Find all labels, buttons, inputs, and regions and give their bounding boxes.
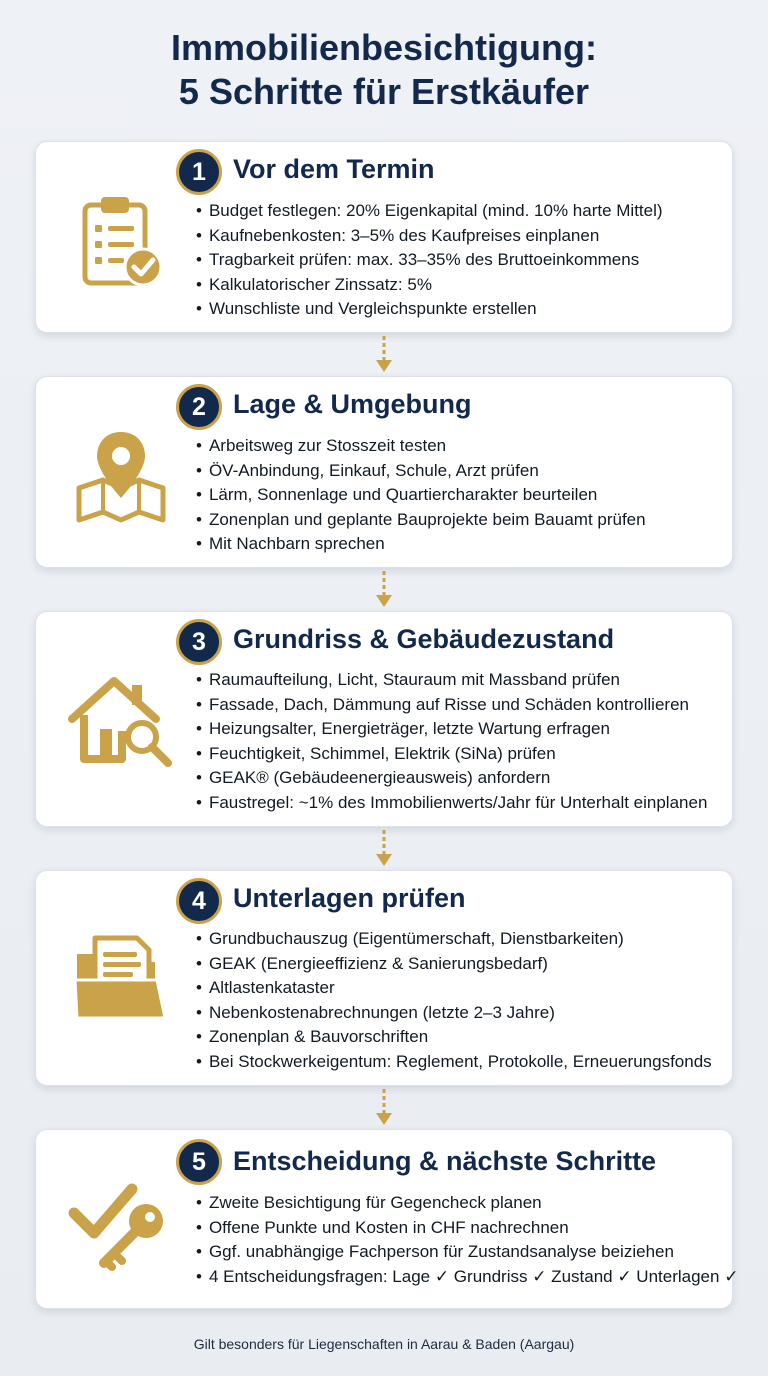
document-folder-icon: [56, 925, 186, 1035]
step-number-badge: 4: [176, 878, 222, 924]
step-bullet-list: [196, 199, 663, 322]
step-number-badge: 1: [176, 149, 222, 195]
step-bullet-list: [196, 1191, 738, 1289]
step-card-5: [35, 1129, 739, 1309]
clipboard-checklist-icon: [56, 186, 186, 296]
list-item: • Lärm, Sonnenlage und Quartiercharakter beurteilen: [196, 483, 646, 508]
arrow-down-icon: [373, 334, 395, 374]
step-title: Unterlagen prüfen: [233, 883, 466, 913]
list-item: • Faustregel: ~1% des Immobilienwerts/Jahr für Unterhalt einplanen: [196, 791, 707, 816]
list-item: • GEAK® (Gebäudeenergieausweis) anfordern: [196, 766, 707, 791]
list-item: • Feuchtigkeit, Schimmel, Elektrik (SiNa) prüfen: [196, 742, 707, 767]
list-item: • ÖV-Anbindung, Einkauf, Schule, Arzt prüfen: [196, 459, 646, 484]
list-item: • Arbeitsweg zur Stosszeit testen: [196, 434, 646, 459]
list-item: • Wunschliste und Vergleichspunkte erstellen: [196, 297, 663, 322]
list-item: • Tragbarkeit prüfen: max. 33–35% des Bruttoeinkommens: [196, 248, 663, 273]
list-item: • Zonenplan und geplante Bauprojekte beim Bauamt prüfen: [196, 508, 646, 533]
list-item: • Zonenplan & Bauvorschriften: [196, 1025, 712, 1050]
step-bullet-list: [196, 434, 646, 557]
list-item: • Altlastenkataster: [196, 976, 712, 1001]
step-number-badge: 3: [176, 619, 222, 665]
list-item: • Fassade, Dach, Dämmung auf Risse und Schäden kontrollieren: [196, 693, 707, 718]
house-search-icon: [56, 666, 186, 776]
page-title: [0, 26, 768, 114]
step-title: Vor dem Termin: [233, 154, 435, 184]
list-item: • GEAK (Energieeffizienz & Sanierungsbedarf): [196, 952, 712, 977]
title-line-1: Immobilienbesichtigung:: [170, 27, 597, 68]
list-item: • Heizungsalter, Energieträger, letzte Wartung erfragen: [196, 717, 707, 742]
map-pin-icon: [56, 421, 186, 531]
step-card-1: [35, 141, 733, 333]
list-item: • Raumaufteilung, Licht, Stauraum mit Massband prüfen: [196, 668, 707, 693]
step-number-badge: 2: [176, 384, 222, 430]
step-number-badge: 5: [176, 1139, 222, 1185]
step-bullet-list: [196, 668, 707, 815]
list-item: • Zweite Besichtigung für Gegencheck planen: [196, 1191, 738, 1216]
step-title: Lage & Umgebung: [233, 389, 472, 419]
list-item: • Budget festlegen: 20% Eigenkapital (mind. 10% harte Mittel): [196, 199, 663, 224]
step-card-2: [35, 376, 733, 568]
step-card-4: [35, 870, 733, 1086]
list-item: • Mit Nachbarn sprechen: [196, 532, 646, 557]
list-item: • Offene Punkte und Kosten in CHF nachrechnen: [196, 1216, 738, 1241]
arrow-down-icon: [373, 1087, 395, 1127]
step-card-3: [35, 611, 733, 827]
footer-note: Gilt besonders für Liegenschaften in Aarau & Baden (Aargau): [193, 1336, 575, 1352]
list-item: • Ggf. unabhängige Fachperson für Zustandsanalyse beiziehen: [196, 1240, 738, 1265]
arrow-down-icon: [373, 569, 395, 609]
step-title: Grundriss & Gebäudezustand: [233, 624, 615, 654]
list-item: • Nebenkostenabrechnungen (letzte 2–3 Jahre): [196, 1001, 712, 1026]
step-bullet-list: [196, 927, 712, 1074]
list-item: • Kaufnebenkosten: 3–5% des Kaufpreises einplanen: [196, 224, 663, 249]
title-line-2: 5 Schritte für Erstkäufer: [178, 71, 590, 112]
check-key-icon: [56, 1168, 186, 1278]
list-item: • Grundbuchauszug (Eigentümerschaft, Dienstbarkeiten): [196, 927, 712, 952]
list-item: • Kalkulatorischer Zinssatz: 5%: [196, 273, 663, 298]
list-item: • Bei Stockwerkeigentum: Reglement, Protokolle, Erneuerungsfonds: [196, 1050, 712, 1075]
list-item: • 4 Entscheidungsfragen: Lage ✓ Grundriss ✓ Zustand ✓ Unterlagen ✓: [196, 1265, 738, 1290]
arrow-down-icon: [373, 828, 395, 868]
step-title: Entscheidung & nächste Schritte: [233, 1146, 657, 1176]
